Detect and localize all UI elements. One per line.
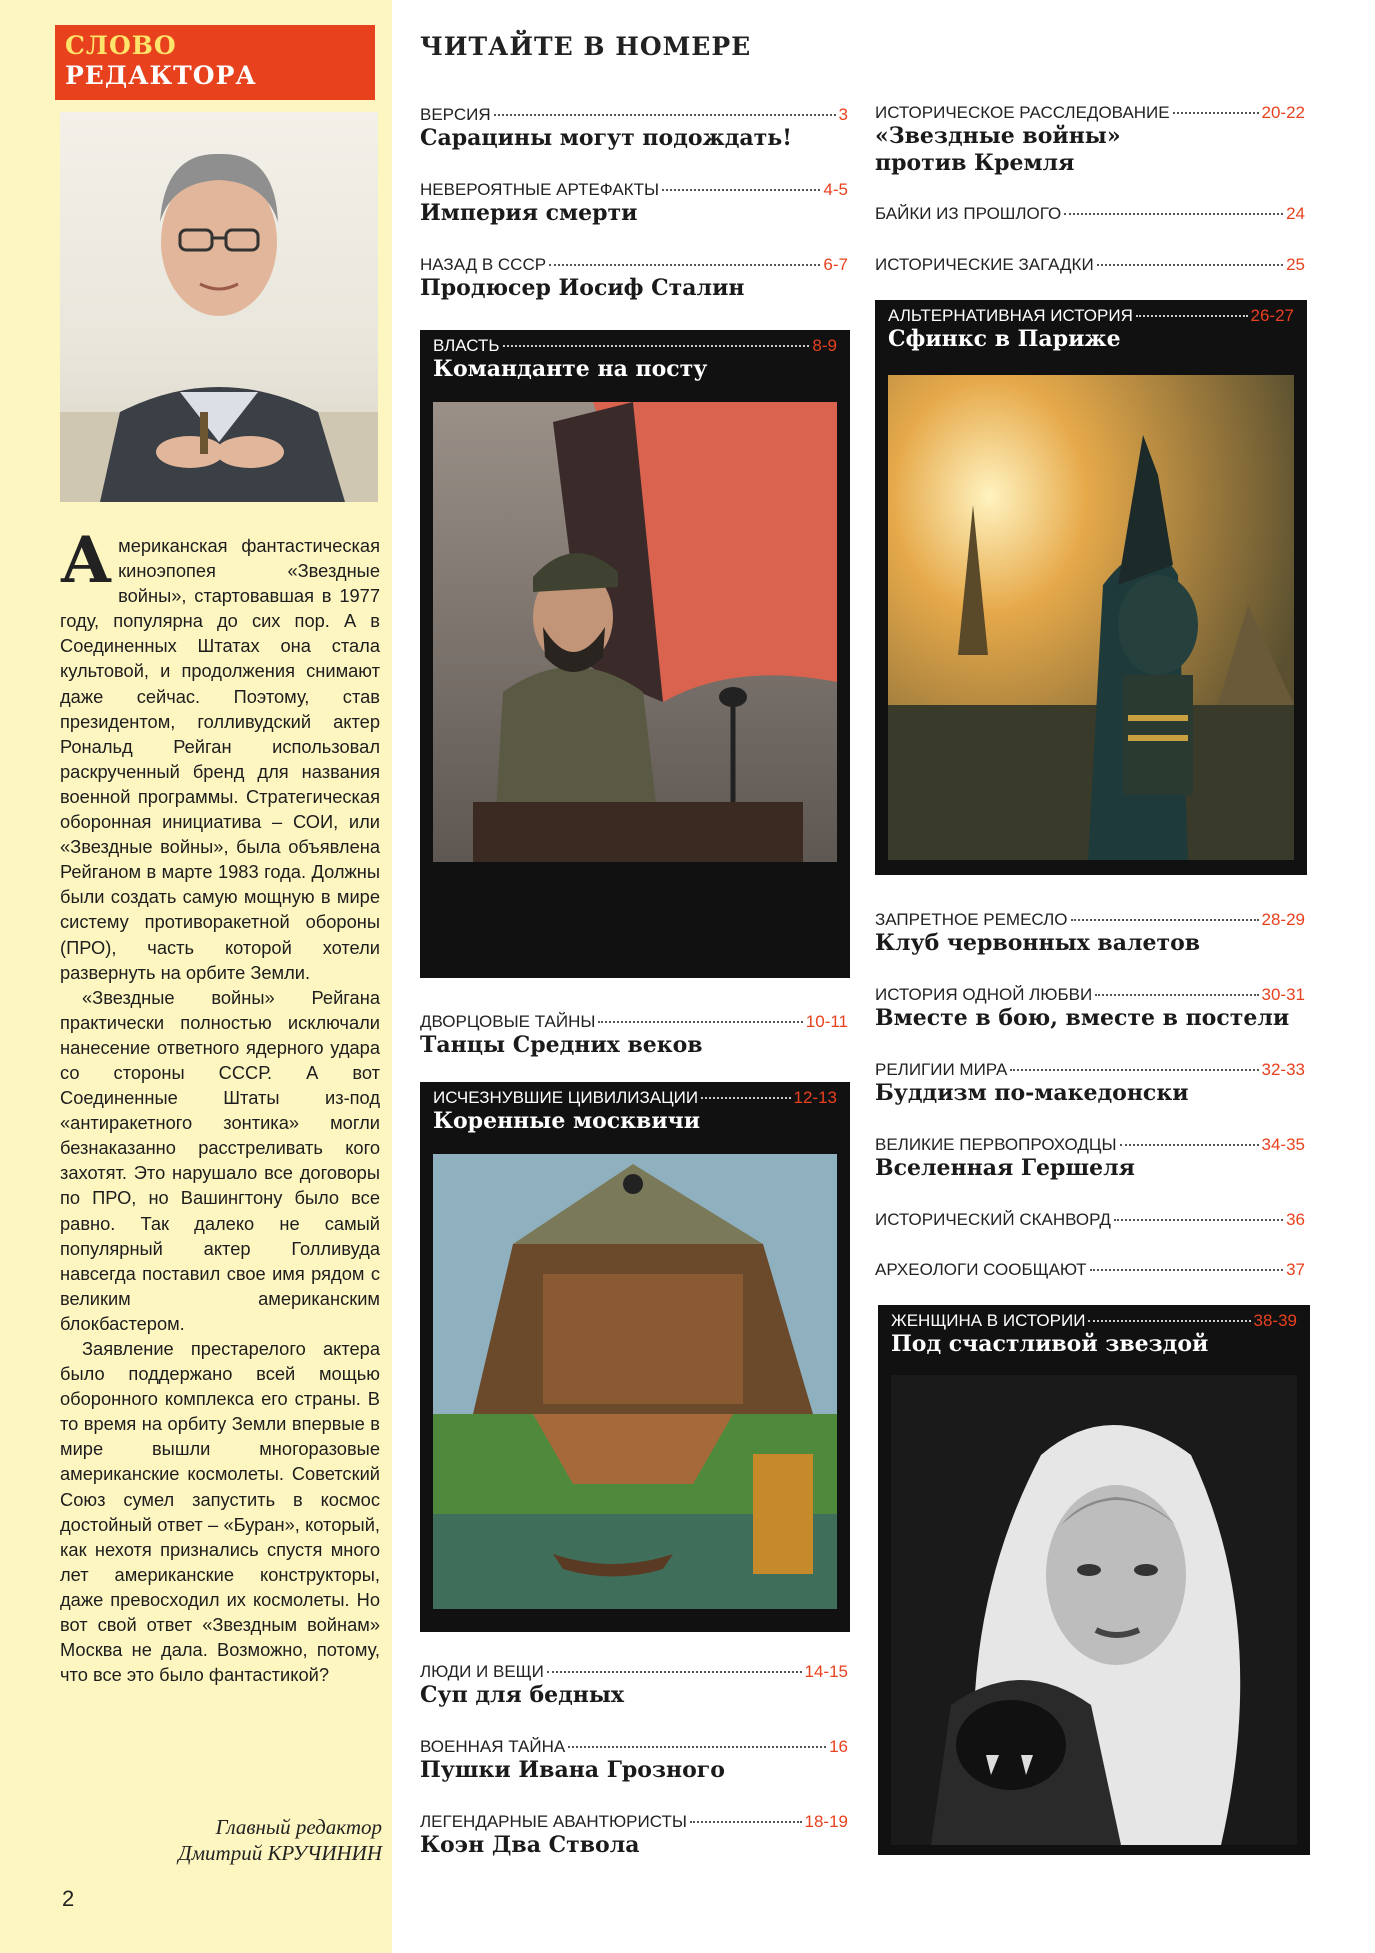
signature-role: Главный редактор — [215, 1815, 382, 1839]
toc-title: ЧИТАЙТЕ В НОМЕРЕ — [420, 32, 752, 61]
toc-rubric: ЖЕНЩИНА В ИСТОРИИ — [891, 1311, 1086, 1330]
editor-paragraph-1: Американская фантастическая киноэпопея «Звездные войны», стартовавшая в 1977 году, популярна до сих пор. А в Соединенных Штатах она стала культовой, и продолжения снимают даже сейчас. Поэтому, став президентом, голливудский актер Рональд Рейган использовал раскрученный бренд для названия военной программы. Стратегическая оборонная инициатива – СОИ, или «Звездные войны», была объявлена Рейганом в марте 1983 года. Должны были создать самую мощную в мире систему противоракетной обороны (ПРО), часть которой хотели развернуть на орбите Земли. — [60, 523, 380, 983]
toc-entry-religii[interactable] — [875, 1060, 1305, 1107]
editor-heading — [55, 25, 375, 100]
sphinx-paris-image — [888, 375, 1294, 860]
toc-entry-lyubov[interactable] — [875, 985, 1305, 1032]
toc-headline: Коренные москвичи — [433, 1108, 701, 1134]
toc-rubric: ЗАПРЕТНОЕ РЕМЕСЛО — [875, 910, 1068, 929]
toc-entry-skanvord[interactable] — [875, 1210, 1305, 1230]
toc-page: 26-27 — [1250, 306, 1294, 325]
toc-rubric: НАЗАД В СССР — [420, 255, 547, 274]
toc-headline-line2: против Кремля — [875, 150, 1075, 176]
toc-entry-bayki[interactable] — [875, 204, 1305, 224]
toc-entry-arheologi[interactable] — [875, 1260, 1305, 1280]
toc-rubric: РЕЛИГИИ МИРА — [875, 1060, 1008, 1079]
toc-rubric: НЕВЕРОЯТНЫЕ АРТЕФАКТЫ — [420, 180, 660, 199]
toc-headline: Клуб червонных валетов — [875, 930, 1201, 956]
toc-page: 34-35 — [1261, 1135, 1305, 1154]
page-number: 2 — [62, 1886, 75, 1911]
toc-page: 14-15 — [804, 1662, 848, 1681]
editor-photo — [60, 112, 378, 502]
toc-entry-voennaya[interactable] — [420, 1737, 848, 1784]
editor-paragraph-2: «Звездные войны» Рейгана практически полностью исключали нанесение ответного ядерного удара со стороны СССР. А вот Соединенные Штаты из-под «антиракетного зонтика» могли безнаказанно расстреливать кого захотят. Это нарушало все договоры по ПРО, но Вашингтону было все равно. Так далеко не самый популярный актер Голливуда навсегда поставил свое имя рядом с великим американским блокбастером. — [60, 986, 380, 1334]
toc-card-civilizacii[interactable] — [420, 1082, 850, 1632]
toc-card-alternativnaya[interactable] — [875, 300, 1307, 875]
old-moscow-painting — [433, 1154, 837, 1609]
toc-page: 24 — [1286, 204, 1305, 223]
toc-page: 6-7 — [823, 255, 848, 274]
toc-page: 12-13 — [793, 1088, 837, 1107]
toc-entry-avantyuristy[interactable] — [420, 1812, 848, 1859]
toc-headline-line1: «Звездные войны» — [875, 123, 1121, 149]
castro-photo — [433, 402, 837, 862]
editor-article — [60, 523, 380, 1687]
editor-heading-line2: РЕДАКТОРА — [65, 61, 257, 90]
toc-rubric: ИСТОРИЯ ОДНОЙ ЛЮБВИ — [875, 985, 1093, 1004]
toc-entry-rassledovanie[interactable] — [875, 103, 1305, 177]
editor-heading-line1: СЛОВО — [65, 31, 177, 60]
editor-sidebar — [0, 0, 392, 1953]
toc-rubric: ИСТОРИЧЕСКИЕ ЗАГАДКИ — [875, 255, 1094, 274]
toc-page: 4-5 — [823, 180, 848, 199]
toc-entry-lyudi[interactable] — [420, 1662, 848, 1709]
toc-rubric: ЛЮДИ И ВЕЩИ — [420, 1662, 544, 1681]
toc-entry-remeslo[interactable] — [875, 910, 1305, 957]
editor-portrait — [60, 112, 378, 502]
toc-page: 16 — [829, 1737, 848, 1756]
toc-entry-zagadki[interactable] — [875, 255, 1305, 275]
toc-rubric: ВЛАСТЬ — [433, 336, 500, 355]
toc-headline: Вместе в бою, вместе в постели — [875, 1005, 1290, 1031]
toc-headline: Пушки Ивана Грозного — [420, 1757, 725, 1783]
toc-entry-artefakty[interactable] — [420, 180, 848, 227]
toc-rubric: БАЙКИ ИЗ ПРОШЛОГО — [875, 204, 1062, 223]
toc-headline: Вселенная Гершеля — [875, 1155, 1135, 1181]
toc-page: 36 — [1286, 1210, 1305, 1229]
toc-headline: Продюсер Иосиф Сталин — [420, 275, 745, 301]
toc-page: 18-19 — [804, 1812, 848, 1831]
toc-entry-pervoprohodcy[interactable] — [875, 1135, 1305, 1182]
toc-page: 37 — [1286, 1260, 1305, 1279]
toc-headline: Коэн Два Ствола — [420, 1832, 640, 1858]
toc-rubric: ИСТОРИЧЕСКИЙ СКАНВОРД — [875, 1210, 1111, 1229]
toc-page: 28-29 — [1261, 910, 1305, 929]
toc-page: 30-31 — [1261, 985, 1305, 1004]
toc-entry-dvorcovye[interactable] — [420, 1012, 848, 1059]
toc-rubric: ВЕЛИКИЕ ПЕРВОПРОХОДЦЫ — [875, 1135, 1117, 1154]
toc-card-vlast[interactable] — [420, 330, 850, 978]
toc-headline: Под счастливой звездой — [891, 1331, 1209, 1357]
toc-headline: Суп для бедных — [420, 1682, 625, 1708]
toc-page: 25 — [1286, 255, 1305, 274]
toc-headline: Танцы Средних веков — [420, 1032, 703, 1058]
toc-rubric: ИСЧЕЗНУВШИЕ ЦИВИЛИЗАЦИИ — [433, 1088, 699, 1107]
toc-headline: Команданте на посту — [433, 356, 708, 382]
toc-page: 38-39 — [1253, 1311, 1297, 1330]
toc-rubric: ЛЕГЕНДАРНЫЕ АВАНТЮРИСТЫ — [420, 1812, 687, 1831]
toc-rubric: АРХЕОЛОГИ СООБЩАЮТ — [875, 1260, 1087, 1279]
editor-signature — [100, 1814, 382, 1866]
toc-rubric: АЛЬТЕРНАТИВНАЯ ИСТОРИЯ — [888, 306, 1133, 325]
woman-portrait-photo — [891, 1375, 1297, 1845]
toc-card-zhenshchina[interactable] — [878, 1305, 1310, 1855]
toc-page: 8-9 — [812, 336, 837, 355]
toc-rubric: ИСТОРИЧЕСКОЕ РАССЛЕДОВАНИЕ — [875, 103, 1170, 122]
toc-headline: Сарацины могут подождать! — [420, 125, 792, 151]
toc-entry-versiya[interactable] — [420, 105, 848, 152]
toc-page: 3 — [838, 105, 848, 124]
drop-cap: А — [60, 523, 113, 598]
toc-headline: Буддизм по-македонски — [875, 1080, 1189, 1106]
toc-rubric: ВОЕННАЯ ТАЙНА — [420, 1737, 566, 1756]
toc-page: 32-33 — [1261, 1060, 1305, 1079]
toc-headline: Сфинкс в Париже — [888, 326, 1121, 352]
toc-page: 10-11 — [805, 1012, 848, 1031]
editor-paragraph-3: Заявление престарелого актера было поддержано всей мощью оборонного комплекса его страны. В то время на орбиту Земли впервые в мире вышли многоразовые американские космолеты. Советский Союз сумел запустить в космос достойный ответ – «Буран», который, как нехотя признались спустя много лет американские конструкторы, даже превосходил их космолеты. Но вот свой ответ «Звездным войнам» Москва не дала. Возможно, потому, что все это было фантастикой? — [60, 1338, 380, 1686]
toc-headline: Империя смерти — [420, 200, 638, 226]
toc-rubric: ДВОРЦОВЫЕ ТАЙНЫ — [420, 1012, 596, 1031]
toc-page: 20-22 — [1261, 103, 1305, 122]
signature-name: Дмитрий КРУЧИНИН — [178, 1841, 382, 1865]
toc-entry-ussr[interactable] — [420, 255, 848, 302]
toc-rubric: ВЕРСИЯ — [420, 105, 491, 124]
